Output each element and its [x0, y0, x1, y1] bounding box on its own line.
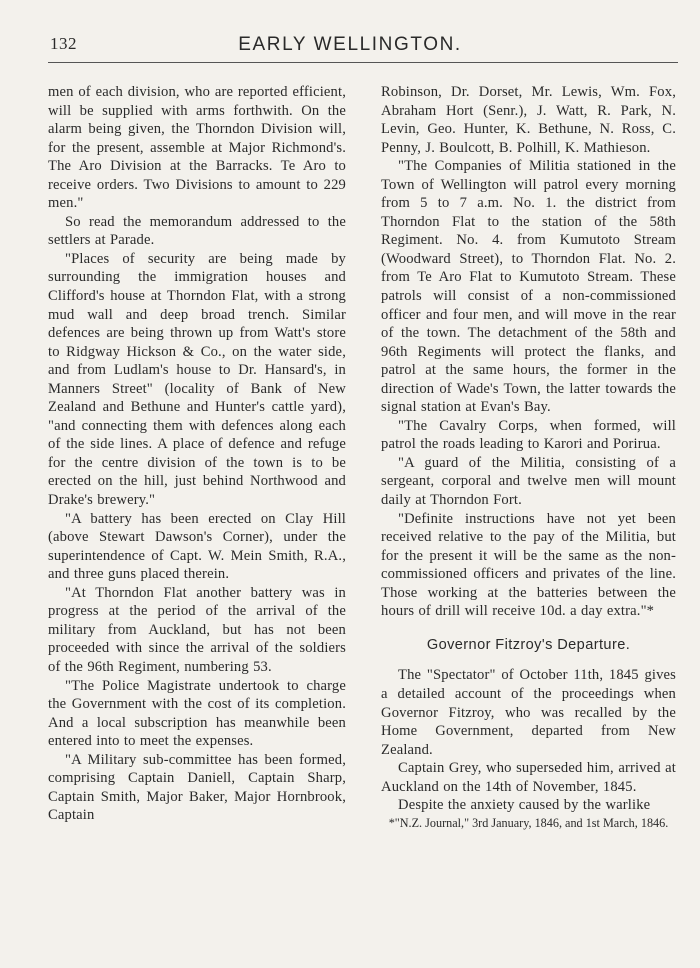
left-column [48, 83, 346, 825]
paragraph: "The Cavalry Corps, when formed, will patrol the roads leading to Karori and Porirua. [381, 417, 676, 453]
paragraph: Robinson, Dr. Dorset, Mr. Lewis, Wm. Fox, Abraham Hort (Senr.), J. Watt, R. Park, N. Levin, Geo. Hunter, K. Bethune, N. Ross, C. Penny, J. Boulcott, B. Polhill, K. Mathieson. [381, 84, 676, 156]
paragraph: "The Companies of Militia stationed in the Town of Wellington will patrol every morning from 5 to 7 a.m. No. 1. the district from Thorndon Flat to the station of the 58th Regiment. No. 4. from Kumutoto Stream (Woodward Street), to Thorndon Flat. No. 2. from Te Aro Flat to Kumutoto Stream. These patrols will consist of a non-commissioned officer and four men, and will move in the rear of the town. The detachment of the 58th and 96th Regiments will protect the flanks, and patrol at the same hours, the former in the direction of Wade's Town, the latter towards the signal station at Evan's Bay. [381, 158, 676, 416]
paragraph: So read the memorandum addressed to the settlers at Parade. [48, 213, 346, 249]
paragraph: The "Spectator" of October 11th, 1845 gives a detailed account of the proceedings when Governor Fitzroy, who was recalled by the Home Government, departed from New Zealand. [381, 667, 676, 758]
paragraph: "Definite instructions have not yet been received relative to the pay of the Militia, but for the present it will be the same as the non-commissioned officers and privates of the line. Those working at the batteries between the hours of drill will receive 10d. a day extra."* [381, 510, 676, 620]
paragraph: "Places of security are being made by surrounding the immigration houses and Clifford's house at Thorndon Flat, with a strong mud wall and deep broad trench. Similar defences are being thrown up from Watt's store to Ridgway Hickson & Co., on the water side, and from Ludlam's house to Dr. Hansard's, in Manners Street" (locality of Bank of New Zealand and Bethune and Hunter's cattle yard), "and connecting them with defences along each of the side lines. A place of defence and refuge for the centre division of the town is to be erected on the hill, just behind Northwood and Drake's brewery." [48, 250, 346, 509]
paragraph: men of each division, who are reported efficient, will be supplied with arms forthwith. On the alarm being given, the Thorndon Division will, for the present, assemble at Major Richmond's. The Aro Division at the Barracks. Te Aro to receive orders. Two Divisions to amount to 229 men." [48, 84, 346, 212]
section-heading: Governor Fitzroy's Departure. [426, 636, 631, 653]
right-column [381, 83, 676, 830]
paragraph: "A battery has been erected on Clay Hill (above Stewart Dawson's Corner), under the superintendence of Capt. W. Mein Smith, R.A., and three guns placed therein. [48, 510, 346, 583]
paragraph: "A Military sub-committee has been formed, comprising Captain Daniell, Captain Sharp, Captain Smith, Major Baker, Major Hornbrook, Captain [48, 751, 346, 824]
paragraph: Captain Grey, who superseded him, arrived at Auckland on the 14th of November, 1845. [381, 760, 676, 795]
running-head-title: EARLY WELLINGTON. [238, 34, 462, 55]
header-rule [48, 62, 678, 63]
paragraph: "A guard of the Militia, consisting of a sergeant, corporal and twelve men will mount daily at Thorndon Fort. [381, 454, 676, 509]
page-number: 132 [50, 34, 77, 53]
paragraph: Despite the anxiety caused by the warlike [398, 797, 651, 814]
paragraph: "At Thorndon Flat another battery was in progress at the period of the arrival of the military from Auckland, but has not been proceeded with since the arrival of the soldiers of the 96th Regiment, numbering 53. [48, 584, 346, 675]
paragraph: "The Police Magistrate undertook to charge the Government with the cost of its completion. And a local subscription has meanwhile been entered into to meet the expenses. [48, 677, 346, 750]
footnote: *"N.Z. Journal," 3rd January, 1846, and 1st March, 1846. [388, 815, 669, 830]
